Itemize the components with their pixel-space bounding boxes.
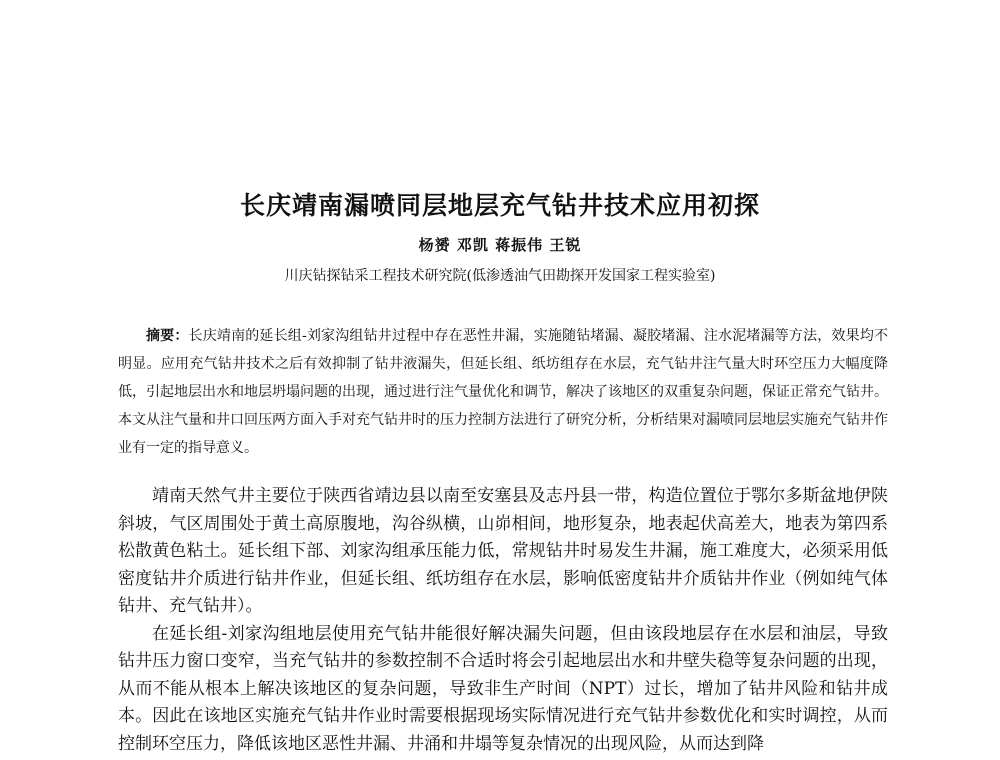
paper-authors: 杨赟 邓凯 蒋振伟 王锐 (418, 236, 582, 254)
paper-affiliation: 川庆钻探钻采工程技术研究院(低渗透油气田勘探开发国家工程实验室) (284, 268, 716, 284)
abstract (118, 322, 888, 462)
body-text (118, 483, 888, 758)
paper-title: 长庆靖南漏喷同层地层充气钻井技术应用初探 (239, 191, 760, 220)
abstract-label: 摘要： (146, 328, 189, 344)
body-paragraph: 靖南天然气井主要位于陕西省靖边县以南至安塞县及志丹县一带，构造位置位于鄂尔多斯盆地伊陕斜坡，气区周围处于黄土高原腹地，沟谷纵横，山峁相间，地形复杂，地表起伏高差大，地表为第四系松散黄色粘土。延长组下部、刘家沟组承压能力低，常规钻井时易发生井漏，施工难度大，必须采用低密度钻井介质进行钻井作业，但延长组、纸坊组存在水层，影响低密度钻井介质钻井作业（例如纯气体钻井、充气钻井）。 (118, 486, 888, 616)
abstract-text: 长庆靖南的延长组-刘家沟组钻井过程中存在恶性井漏，实施随钻堵漏、凝胶堵漏、注水泥堵漏等方法，效果均不明显。应用充气钻井技术之后有效抑制了钻井液漏失，但延长组、纸坊组存在水层，充气钻井注气量大时环空压力大幅度降低，引起地层出水和地层坍塌问题的出现，通过进行注气量优化和调节，解决了该地区的双重复杂问题，保证正常充气钻井。本文从注气量和井口回压两方面入手对充气钻井时的压力控制方法进行了研究分析，分析结果对漏喷同层地层实施充气钻井作业有一定的指导意义。 (118, 328, 889, 456)
body-paragraph: 在延长组-刘家沟组地层使用充气钻井能很好解决漏失问题，但由该段地层存在水层和油层，导致钻井压力窗口变窄，当充气钻井的参数控制不合适时将会引起地层出水和井壁失稳等复杂问题的出现，从而不能从根本上解决该地区的复杂问题，导致非生产时间（NPT）过长，增加了钻井风险和钻井成本。因此在该地区实施充气钻井作业时需要根据现场实际情况进行充气钻井参数优化和实时调控，从而控制环空压力，降低该地区恶性井漏、井涌和井塌等复杂情况的出现风险，从而达到降 (118, 623, 888, 754)
